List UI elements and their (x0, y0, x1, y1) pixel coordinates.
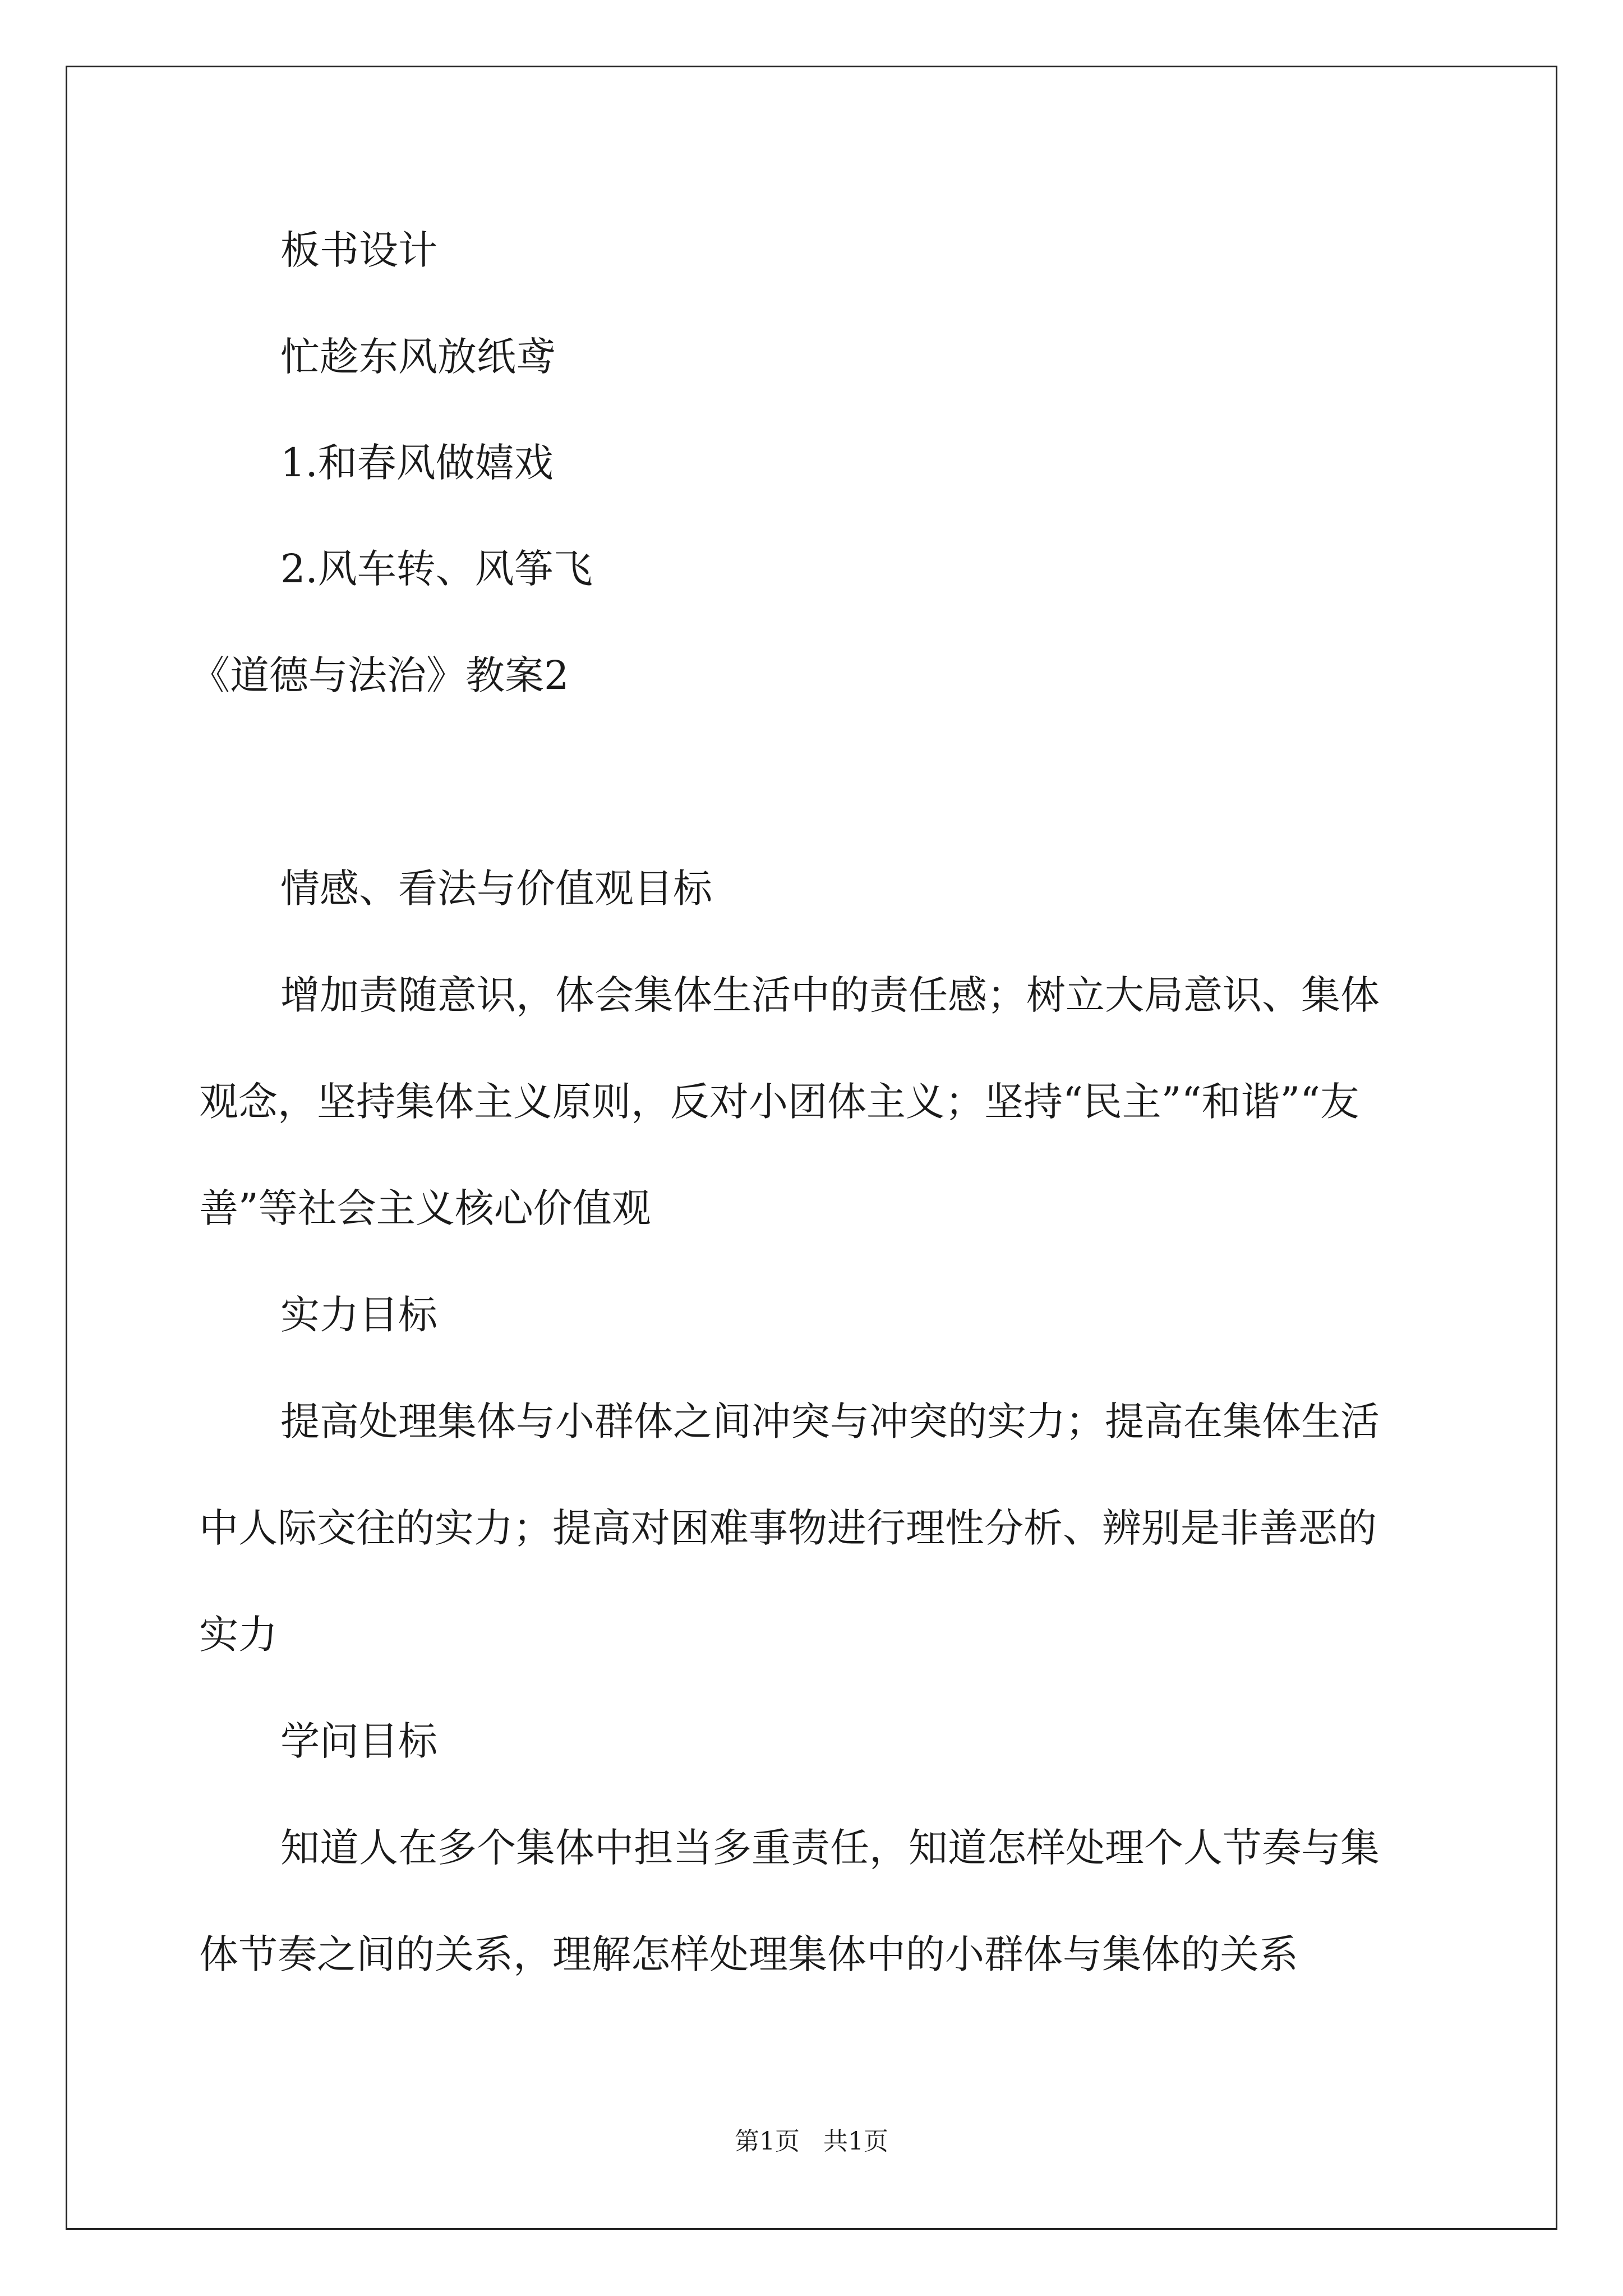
paragraph-line: 中人际交往的实力；提高对困难事物进行理性分析、辨别是非善恶的 (199, 1505, 1377, 1551)
board-line-title: 忙趁东风放纸鸢 (280, 334, 555, 380)
page-border (66, 66, 1557, 2230)
board-line-1: 1.和春风做嬉戏 (280, 440, 554, 486)
paragraph-line: 知道人在多个集体中担当多重责任，知道怎样处理个人节奏与集 (280, 1825, 1380, 1871)
board-line-2: 2.风车转、风筝飞 (280, 546, 593, 592)
paragraph-line: 体节奏之间的关系，理解怎样处理集体中的小群体与集体的关系 (199, 1931, 1298, 1977)
paragraph-line: 增加责随意识，体会集体生活中的责任感；树立大局意识、集体 (280, 972, 1380, 1018)
paragraph-line: 实力 (199, 1612, 278, 1658)
paragraph-line: 观念，坚持集体主义原则，反对小团体主义；坚持“民主”“和谐”“友 (199, 1079, 1359, 1125)
paragraph-line: 善”等社会主义核心价值观 (199, 1185, 651, 1231)
heading-knowledge-goals: 学问目标 (280, 1718, 437, 1764)
heading-ability-goals: 实力目标 (280, 1292, 437, 1338)
lesson-plan-title: 《道德与法治》教案2 (191, 652, 569, 698)
heading-emotion-goals: 情感、看法与价值观目标 (280, 866, 712, 912)
paragraph-line: 提高处理集体与小群体之间冲突与冲突的实力；提高在集体生活 (280, 1398, 1380, 1444)
page-number-footer: 第1页 共1页 (735, 2127, 888, 2156)
section-heading-board-design: 板书设计 (280, 227, 437, 273)
